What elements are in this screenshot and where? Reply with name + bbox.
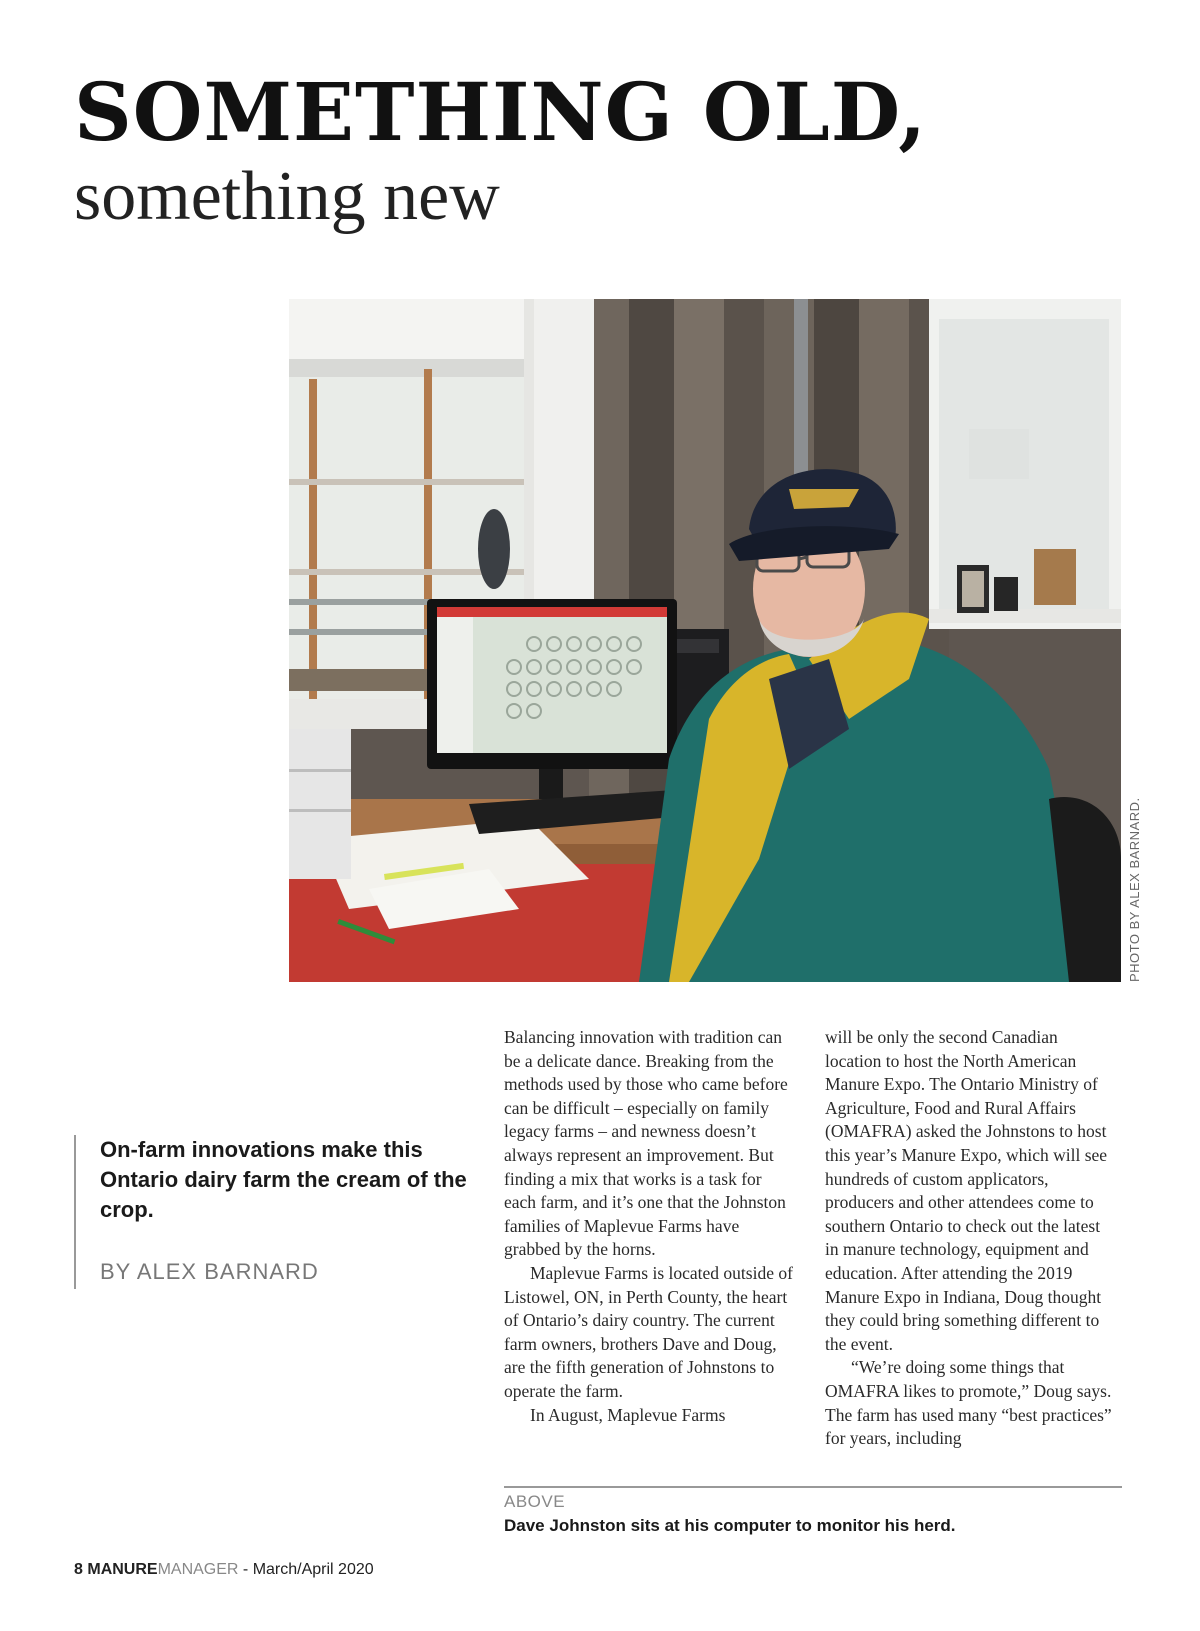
magazine-name-light: MANAGER: [157, 1561, 239, 1578]
caption-rule: [504, 1486, 1122, 1488]
headline-sub: something new: [74, 158, 500, 235]
paragraph: Maplevue Farms is located outside of Listowel, ON, in Perth County, the heart of Ontario’s dairy country. The current farm owners, brothers Dave and Doug, are the fifth generation of Johnstons to operate the farm.: [504, 1262, 793, 1401]
feature-photo: [289, 299, 1121, 982]
photo-credit: PHOTO BY ALEX BARNARD.: [1127, 797, 1142, 982]
page-number: 8: [74, 1561, 83, 1578]
deck: [74, 1135, 500, 1289]
byline: BY ALEX BARNARD: [100, 1259, 319, 1284]
paragraph: “We’re doing some things that OMAFRA likes to promote,” Doug says. The farm has used many “best practices” for years, including: [825, 1357, 1112, 1449]
body-column-2: [825, 1026, 1115, 1451]
page-footer: [74, 1561, 374, 1579]
paragraph: Balancing innovation with tradition can be a delicate dance. Breaking from the methods used by those who came before can be difficult – especially on family legacy farms – and newness doesn’t always represent an improvement. But finding a mix that works is a task for each farm, and it’s one that the Johnston families of Maplevue Farms have grabbed by the horns.: [504, 1027, 788, 1260]
paragraph: In August, Maplevue Farms: [530, 1404, 726, 1425]
deck-text: On-farm innovations make this Ontario dairy farm the cream of the crop.: [100, 1137, 467, 1222]
magazine-name-bold: MANURE: [87, 1561, 158, 1578]
caption-text: Dave Johnston sits at his computer to monitor his herd.: [504, 1516, 956, 1535]
caption-label: ABOVE: [504, 1492, 566, 1511]
issue-date: - March/April 2020: [238, 1561, 374, 1578]
body-column-1: [504, 1026, 794, 1427]
headline-main: SOMETHING OLD,: [74, 65, 928, 159]
paragraph: will be only the second Canadian location to host the North American Manure Expo. The Ontario Ministry of Agriculture, Food and Rural Affairs (OMAFRA) asked the Johnstons to host this year’s Manure Expo, which will see hundreds of custom applicators, producers and other attendees come to southern Ontario to check out the latest in manure technology, equipment and education. After attending the 2019 Manure Expo in Indiana, Doug thought they could bring something different to the event.: [825, 1027, 1108, 1354]
